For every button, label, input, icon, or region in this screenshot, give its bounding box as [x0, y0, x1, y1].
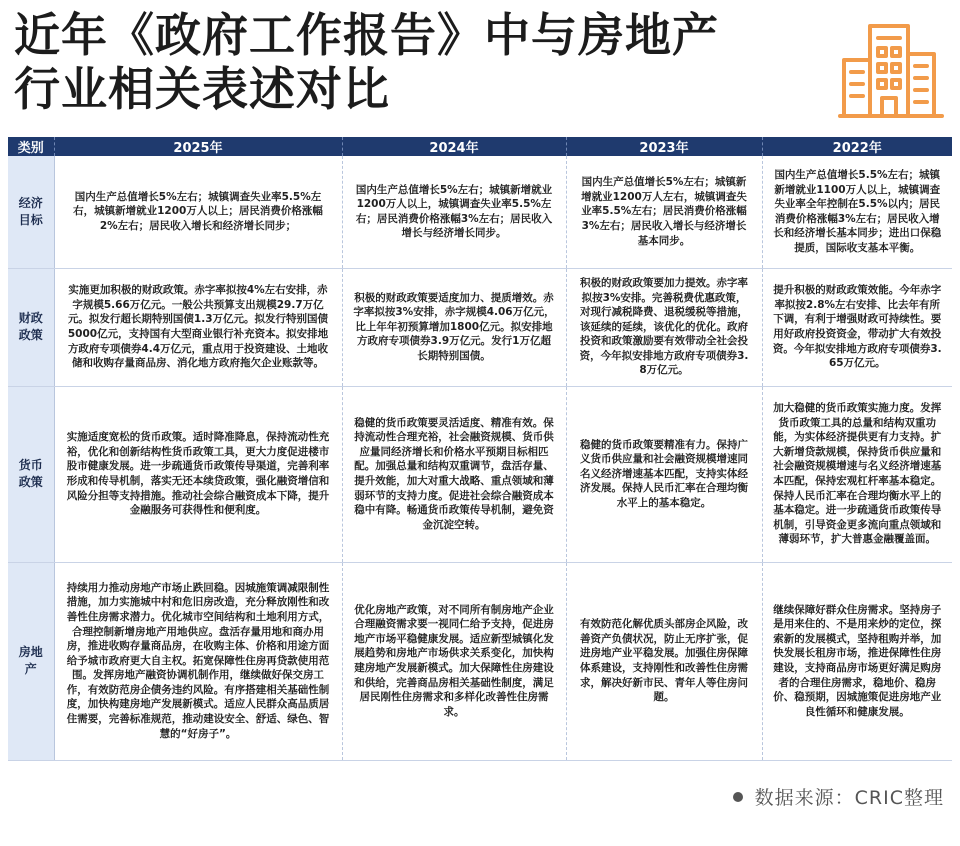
cell-2023: 有效防范化解优质头部房企风险，改善资产负债状况，防止无序扩张，促进房地产业平稳发展。加强住房保障体系建设，支持刚性和改善性住房需求，解决好新市民、青年人等住房问题。: [566, 562, 762, 760]
category-cell: 房地产: [8, 562, 54, 760]
cell-2025: 持续用力推动房地产市场止跌回稳。因城施策调减限制性措施，加力实施城中村和危旧房改造，充分释放刚性和改善性住房需求潜力。优化城市空间结构和土地利用方式，合理控制新增房地产用地供应。盘活存量用地和商办用房，推进收购存量商品房，在收购主体、价格和用途方面给予城市政府更大自主权。拓宽保障性住房再贷款使用范围。发挥房地产融资协调机制作用，继续做好保交房工作，有效防范房企债务违约风险。有序搭建相关基础性制度，加快构建房地产发展新模式。适应人民群众高品质居住需要，完善标准规范，推动建设安全、舒适、绿色、智慧的“好房子”。: [54, 562, 342, 760]
cell-2023: 国内生产总值增长5%左右；城镇新增就业1200万人左右，城镇调查失业率5.5%左右；居民消费价格涨幅3%左右；居民收入增长与经济增长基本同步。: [566, 156, 762, 268]
cell-2024: 国内生产总值增长5%左右；城镇新增就业1200万人以上，城镇调查失业率5.5%左右；居民消费价格涨幅3%左右；居民收入增长与经济增长同步。: [342, 156, 566, 268]
cell-2025: 实施适度宽松的货币政策。适时降准降息，保持流动性充裕，优化和创新结构性货币政策工具，更大力度促进楼市股市健康发展。进一步疏通货币政策传导渠道，完善利率形成和传导机制，落实无还本续贷政策，强化融资增信和风险分担等支持措施。推动社会综合融资成本下降，提升金融服务可获得性和便利度。: [54, 386, 342, 562]
header-2022: 2022年: [762, 137, 952, 156]
cell-2024: 积极的财政政策要适度加力、提质增效。赤字率拟按3%安排，赤字规模4.06万亿元，比上年年初预算增加1800亿元。拟安排地方政府专项债券3.9万亿元。发行1万亿超长期特别国债。: [342, 268, 566, 386]
cell-2022: 国内生产总值增长5.5%左右；城镇新增就业1100万人以上，城镇调查失业率全年控制在5.5%以内；居民消费价格涨幅3%左右；居民收入增长和经济增长基本同步；进出口保稳提质，国际收支基本平衡。: [762, 156, 952, 268]
category-cell: 货币政策: [8, 386, 54, 562]
data-source-footer: [733, 783, 944, 810]
title-line-1: 近年《政府工作报告》中与房地产: [14, 8, 719, 62]
table-row-economic-goals: [8, 156, 952, 268]
cell-2022: 继续保障好群众住房需求。坚持房子是用来住的、不是用来炒的定位，探索新的发展模式，坚持租购并举，加快发展长租房市场，推进保障性住房建设，支持商品房市场更好满足购房者的合理住房需求，稳地价、稳房价、稳预期，因城施策促进房地产业良性循环和健康发展。: [762, 562, 952, 760]
table-row-fiscal-policy: [8, 268, 952, 386]
header-2024: 2024年: [342, 137, 566, 156]
cell-2024: 稳健的货币政策要灵活适度、精准有效。保持流动性合理充裕，社会融资规模、货币供应量同经济增长和价格水平预期目标相匹配。加强总量和结构双重调节，盘活存量、提升效能，加大对重大战略、重点领域和薄弱环节的支持力度。促进社会综合融资成本稳中有降。畅通货币政策传导机制，避免资金沉淀空转。: [342, 386, 566, 562]
cell-2025: 国内生产总值增长5%左右；城镇调查失业率5.5%左右，城镇新增就业1200万人以上；居民消费价格涨幅2%左右；居民收入增长和经济增长同步；: [54, 156, 342, 268]
header-category: 类别: [8, 137, 54, 156]
cell-2022: 加大稳健的货币政策实施力度。发挥货币政策工具的总量和结构双重功能，为实体经济提供更有力支持。扩大新增贷款规模，保持货币供应量和社会融资规模增速与名义经济增速基本匹配，保持宏观杠杆率基本稳定。保持人民币汇率在合理均衡水平上的基本稳定。进一步疏通货币政策传导机制，引导资金更多流向重点领域和薄弱环节，扩大普惠金融覆盖面。: [762, 386, 952, 562]
table-row-real-estate: [8, 562, 952, 760]
cell-2024: 优化房地产政策，对不同所有制房地产企业合理融资需求要一视同仁给予支持，促进房地产市场平稳健康发展。适应新型城镇化发展趋势和房地产市场供求关系变化，加快构建房地产发展新模式。加大保障性住房建设和供给，完善商品房相关基础性制度，满足居民刚性住房需求和多样化改善性住房需求。: [342, 562, 566, 760]
header-2023: 2023年: [566, 137, 762, 156]
data-source-label: 数据来源：CRIC整理: [754, 787, 944, 809]
table-row-monetary-policy: [8, 386, 952, 562]
title-line-2: 行业相关表述对比: [14, 62, 390, 116]
table-header-row: [8, 137, 952, 156]
category-cell: 财政政策: [8, 268, 54, 386]
cell-2025: 实施更加积极的财政政策。赤字率拟按4%左右安排，赤字规模5.66万亿元。一般公共预算支出规模29.7万亿元。拟发行超长期特别国债1.3万亿元。拟发行特别国债5000亿元，支持国有大型商业银行补充资本。拟安排地方政府专项债券4.4万亿元，重点用于投资建设、土地收储和收购存量商品房、消化地方政府拖欠企业账款等。: [54, 268, 342, 386]
page-title: [14, 8, 814, 116]
header-2025: 2025年: [54, 137, 342, 156]
category-cell: 经济目标: [8, 156, 54, 268]
cell-2023: 积极的财政政策要加力提效。赤字率拟按3%安排。完善税费优惠政策，对现行减税降费、退税缓税等措施，该延续的延续，该优化的优化。政府投资和政策激励要有效带动全社会投资，今年拟安排地方政府专项债券3.8万亿元。: [566, 268, 762, 386]
bullet-dot-icon: [733, 792, 743, 802]
cell-2023: 稳健的货币政策要精准有力。保持广义货币供应量和社会融资规模增速同名义经济增速基本匹配，支持实体经济发展。保持人民币汇率在合理均衡水平上的基本稳定。: [566, 386, 762, 562]
city-buildings-icon: [838, 14, 948, 124]
policy-comparison-table: [8, 137, 952, 759]
cell-2022: 提升积极的财政政策效能。今年赤字率拟按2.8%左右安排、比去年有所下调，有利于增强财政可持续性。要用好政府投资资金，带动扩大有效投资。今年拟安排地方政府专项债券3.65万亿元。: [762, 268, 952, 386]
